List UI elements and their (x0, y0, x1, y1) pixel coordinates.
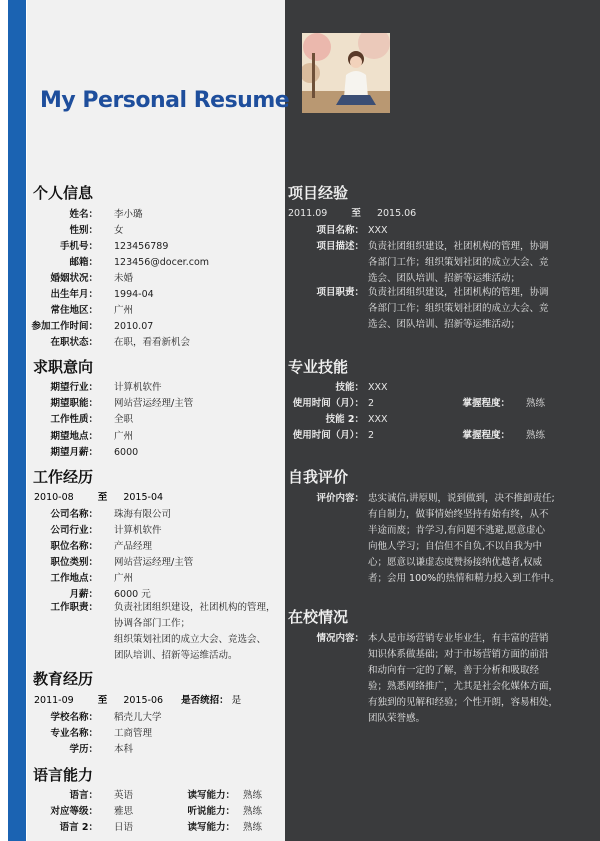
work-to: 至 (97, 492, 108, 503)
field-value: 广州 (114, 573, 134, 584)
field-label: 期望月薪： (50, 446, 98, 458)
project-heading: 项目经验 (288, 184, 349, 202)
project-duty-line: 负责社团组织建设，社团机构的管理，协调 (368, 287, 549, 298)
field-label: 工作性质： (50, 414, 98, 426)
field-label: 职位名称： (50, 541, 98, 552)
project-to: 至 (351, 208, 361, 219)
self-eval-line: 有自制力，做事情始终坚持有始有终，从不 (368, 509, 549, 520)
campus-line: 和动向有一定的了解，善于分析和吸取经 (368, 665, 540, 676)
project-name-label: 项目名称： (316, 225, 364, 236)
work-start: 2010-08 (34, 492, 74, 503)
field-value: 本科 (114, 744, 134, 755)
language-ability-label: 读写能力： (187, 790, 235, 801)
campus-heading: 在校情况 (288, 608, 349, 626)
field-value: 在职，看看新机会 (114, 337, 191, 348)
language-label: 语言： (69, 790, 98, 801)
language-ability-value: 熟练 (243, 806, 263, 817)
education-heading: 教育经历 (33, 670, 94, 688)
campus-line: 团队荣誉感。 (368, 713, 426, 724)
project-desc-line: 各部门工作；组织策划社团的成立大会、竞 (368, 257, 549, 268)
field-value: 全职 (114, 414, 134, 426)
language-ability-value: 熟练 (243, 822, 263, 833)
field-label: 学校名称： (50, 712, 98, 723)
project-end: 2015.06 (376, 208, 417, 219)
language-value: 日语 (114, 822, 134, 833)
work-duty-line: 协调各部门工作； (114, 618, 191, 629)
field-value: 女 (114, 225, 124, 236)
project-duty-label: 项目职责： (316, 287, 364, 298)
work-heading: 工作经历 (33, 468, 94, 486)
field-value: 计算机软件 (114, 525, 162, 536)
field-value: 2010.07 (114, 321, 154, 332)
field-value: 稻壳儿大学 (114, 712, 162, 723)
campus-line: 有独到的见解和经验；个性开朗，容易相处， (368, 697, 559, 708)
work-duty-line: 组织策划社团的成立大会、竞选会、 (114, 634, 267, 645)
work-duty-line: 负责社团组织建设，社团机构的管理， (114, 602, 276, 613)
self-eval-label: 评价内容： (316, 493, 364, 504)
field-label: 期望行业： (50, 382, 98, 393)
edu-start: 2011-09 (34, 695, 74, 706)
field-label: 学历： (69, 744, 98, 755)
edu-end: 2015-06 (123, 695, 164, 706)
skills-heading: 专业技能 (288, 358, 349, 376)
field-value: 珠海有限公司 (114, 509, 172, 520)
project-desc-label: 项目描述： (316, 241, 364, 252)
field-value: 李小璐 (114, 209, 143, 220)
skill-level-value: 熟练 (526, 430, 546, 441)
self-eval-heading: 自我评价 (288, 468, 349, 486)
project-desc-line: 负责社团组织建设，社团机构的管理，协调 (368, 241, 549, 252)
campus-line: 验；熟悉网络推广，尤其是社会化媒体方面， (368, 681, 559, 692)
self-eval-line: 者；会用 100%的热情和精力投入到工作中。 (368, 573, 560, 584)
field-value: 123456789 (114, 241, 169, 252)
skill-label: 技能： (335, 382, 364, 393)
language-ability-label: 读写能力： (187, 822, 235, 833)
field-label: 姓名： (69, 209, 98, 220)
field-label: 公司行业： (50, 525, 98, 536)
language-heading: 语言能力 (33, 766, 94, 784)
work-end: 2015-04 (123, 492, 164, 503)
language-value: 英语 (114, 790, 134, 801)
intent-heading: 求职意向 (33, 358, 94, 376)
field-value: 1994-04 (114, 289, 154, 300)
project-name-value: XXX (368, 225, 388, 236)
field-value: 产品经理 (114, 541, 153, 552)
field-label: 工作地点： (50, 573, 98, 584)
skill-time-value: 2 (368, 430, 375, 441)
field-label: 参加工作时间： (31, 321, 98, 332)
skill-time-label: 使用时间（月）： (292, 398, 364, 409)
field-label: 期望职能： (50, 398, 98, 410)
work-period (34, 490, 163, 505)
language-label: 语言 2： (59, 822, 98, 833)
work-duty-line: 团队培训、招新等运维活动。 (114, 650, 238, 661)
project-desc-line: 选会、团队培训、招新等运维活动； (368, 273, 521, 284)
field-value: 工商管理 (114, 728, 153, 739)
self-eval-line: 向他人学习；自信但不自负,不以自我为中 (368, 541, 543, 552)
edu-to: 至 (97, 695, 108, 706)
field-value: 计算机软件 (114, 382, 162, 393)
field-label: 常住地区： (50, 305, 98, 316)
skill-time-value: 2 (368, 398, 375, 409)
field-value: 广州 (114, 430, 134, 442)
field-label: 性别： (69, 225, 98, 236)
language-label: 对应等级： (50, 806, 98, 817)
self-eval-line: 心；愿意以谦虚态度赞扬接纳优越者,权威 (368, 557, 543, 568)
skill-value: XXX (368, 414, 388, 425)
field-label: 在职状态： (50, 337, 98, 348)
edu-unified-label: 是否统招： (181, 695, 229, 706)
field-label: 月薪： (69, 589, 98, 600)
field-value: 广州 (114, 305, 134, 316)
field-value: 网站营运经理/主管 (114, 557, 194, 568)
project-duty-line: 各部门工作；组织策划社团的成立大会、竞 (368, 303, 549, 314)
language-ability-value: 熟练 (243, 790, 263, 801)
resume-title: My Personal Resume (40, 88, 290, 113)
field-label: 手机号： (59, 241, 98, 252)
field-label: 出生年月： (50, 289, 98, 300)
field-value: 网站营运经理/主管 (114, 398, 194, 410)
campus-line: 知识体系做基础；对于市场营销方面的前沿 (368, 649, 549, 660)
field-label: 婚姻状况： (50, 273, 98, 284)
self-eval-line: 忠实诚信,讲原则，说到做到，决不推卸责任; (368, 493, 555, 504)
project-period (288, 206, 416, 221)
field-label: 期望地点： (50, 430, 98, 442)
field-value: 123456@docer.com (114, 257, 210, 268)
self-eval-line: 半途而废；肯学习,有问题不逃避,愿意虚心 (368, 525, 546, 536)
work-duty-label: 工作职责： (50, 602, 98, 613)
field-label: 职位类别： (50, 557, 98, 568)
skill-level-value: 熟练 (526, 398, 546, 409)
education-period (34, 693, 241, 708)
language-value: 雅思 (114, 806, 134, 817)
language-ability-label: 听说能力： (187, 806, 235, 817)
skill-label: 技能 2： (325, 414, 364, 425)
field-value: 未婚 (114, 273, 134, 284)
field-label: 专业名称： (50, 728, 98, 739)
field-value: 6000 (114, 446, 139, 458)
project-start: 2011.09 (288, 208, 328, 219)
skill-time-label: 使用时间（月）： (292, 430, 364, 441)
campus-line: 本人是市场营销专业毕业生，有丰富的营销 (368, 633, 549, 644)
campus-label: 情况内容： (316, 633, 364, 644)
edu-unified-value: 是 (231, 695, 242, 706)
field-value: 6000 元 (114, 589, 151, 600)
skill-level-label: 掌握程度： (462, 398, 510, 409)
field-label: 公司名称： (50, 509, 98, 520)
skill-level-label: 掌握程度： (462, 430, 510, 441)
skill-value: XXX (368, 382, 388, 393)
profile-photo (302, 33, 390, 113)
personal-heading: 个人信息 (33, 184, 94, 202)
field-label: 邮箱： (69, 257, 98, 268)
project-duty-line: 选会、团队培训、招新等运维活动； (368, 319, 521, 330)
